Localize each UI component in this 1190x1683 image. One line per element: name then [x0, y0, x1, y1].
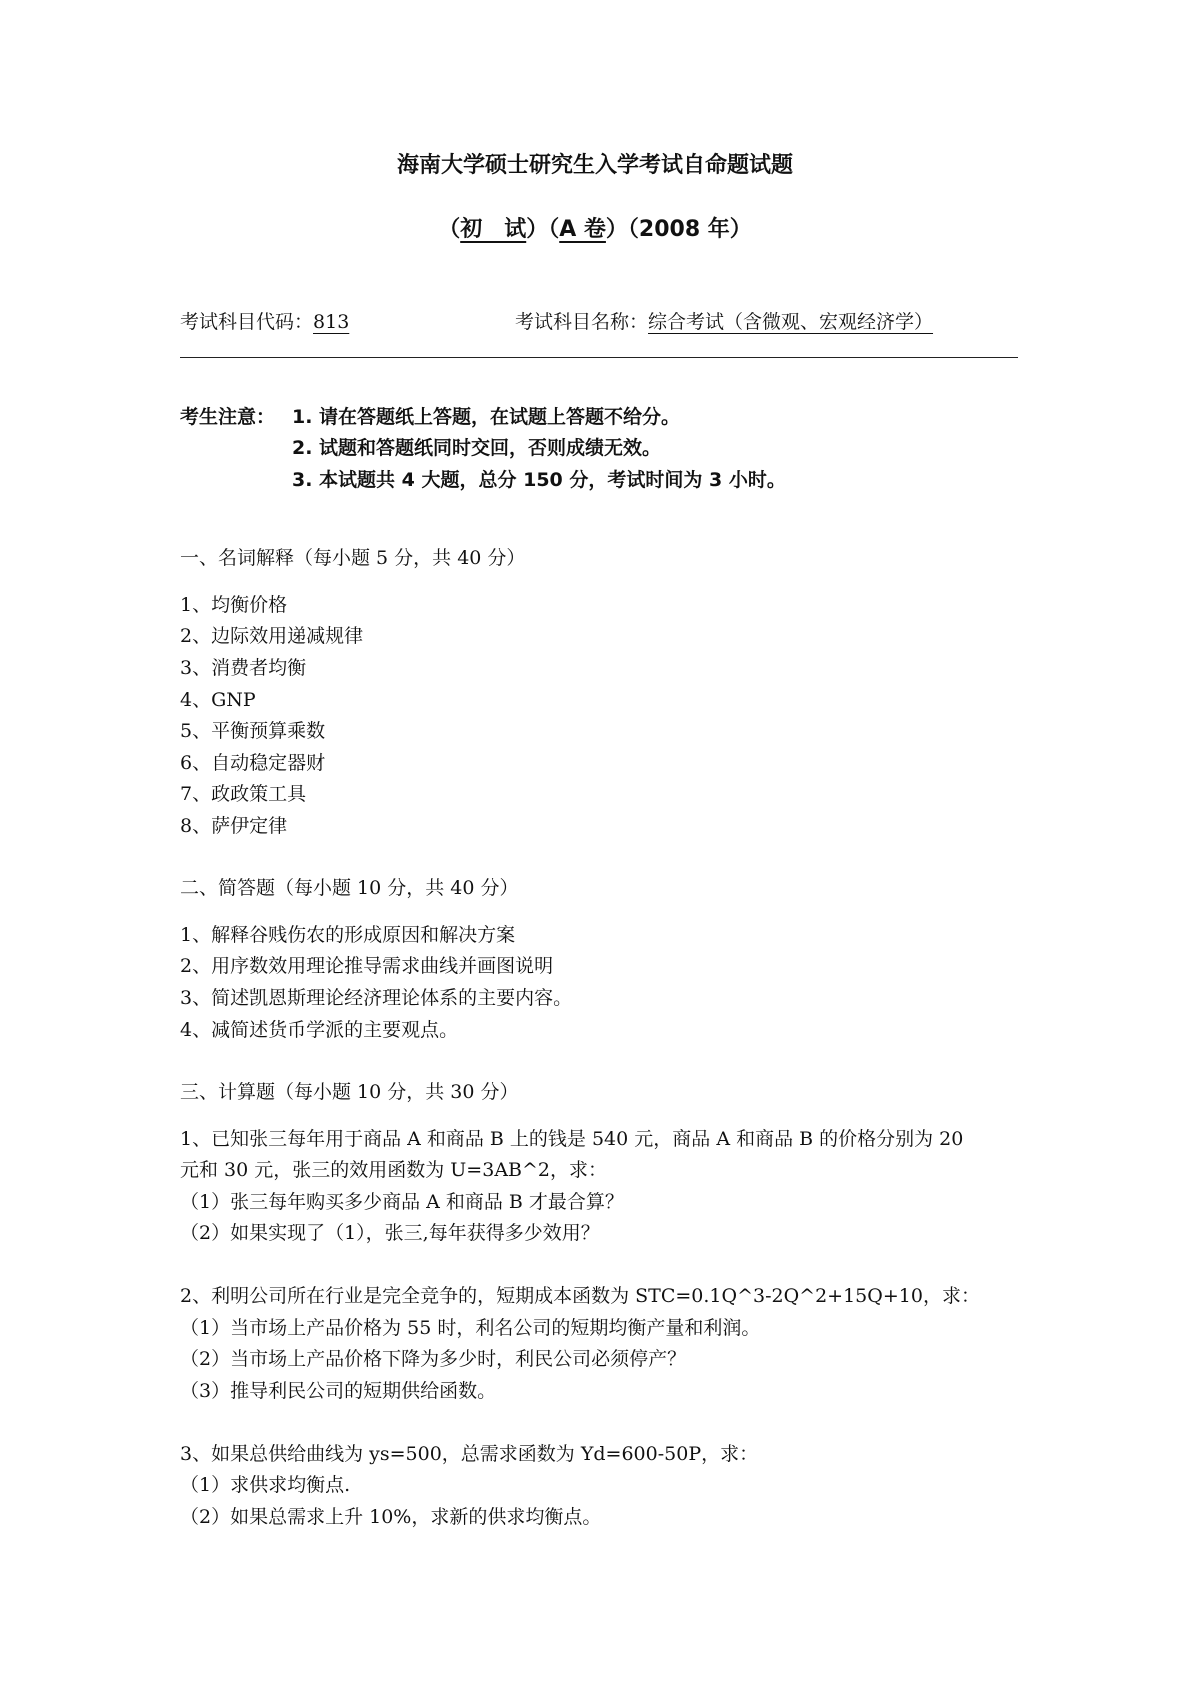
subject-name [515, 307, 933, 334]
section1-item: 3、消费者均衡 [180, 657, 307, 679]
section2-item: 3、简述凯恩斯理论经济理论体系的主要内容。 [180, 987, 573, 1009]
section1-item: 7、政政策工具 [180, 783, 307, 805]
subject-name-value: 综合考试（含微观、宏观经济学） [648, 311, 934, 333]
q3-line: （2）如果总需求上升 10%，求新的供求均衡点。 [180, 1506, 602, 1528]
q3-line: （1）求供求均衡点. [180, 1474, 351, 1496]
section1-item: 2、边际效用递减规律 [180, 625, 364, 647]
section1-item: 1、均衡价格 [180, 594, 288, 616]
q2-line: （2）当市场上产品价格下降为多少时，利民公司必须停产？ [180, 1348, 687, 1370]
notice-item-3: 3. 本试题共 4 大题，总分 150 分，考试时间为 3 小时。 [292, 469, 786, 491]
q2-line: （3）推导利民公司的短期供给函数。 [180, 1380, 497, 1402]
subject-code [180, 307, 349, 334]
section1-item: 8、萨伊定律 [180, 815, 288, 837]
q1-line: 元和 30 元，张三的效用函数为 U=3AB^2，求： [180, 1159, 608, 1181]
q1-line: （2）如果实现了（1），张三,每年获得多少效用？ [180, 1222, 600, 1244]
section1-item: 5、平衡预算乘数 [180, 720, 326, 742]
section2-heading: 二、简答题（每小题 10 分，共 40 分） [180, 877, 519, 899]
section1-item: 6、自动稳定器财 [180, 752, 326, 774]
subject-code-value: 813 [313, 311, 350, 333]
notice-item-1: 1. 请在答题纸上答题，在试题上答题不给分。 [292, 406, 681, 428]
notice-item-2: 2. 试题和答题纸同时交回，否则成绩无效。 [292, 437, 662, 459]
section3-heading: 三、计算题（每小题 10 分，共 30 分） [180, 1081, 519, 1103]
q3-line: 3、如果总供给曲线为 ys=500，总需求函数为 Yd=600-50P，求： [180, 1443, 759, 1465]
exam-subtitle [0, 212, 1190, 243]
q1-line: 1、已知张三每年用于商品 A 和商品 B 上的钱是 540 元，商品 A 和商品 B 的价格分别为 20 [180, 1128, 964, 1150]
q2-line: （1）当市场上产品价格为 55 时，利名公司的短期均衡产量和利润。 [180, 1317, 761, 1339]
q2-line: 2、利明公司所在行业是完全竞争的，短期成本函数为 STC=0.1Q^3-2Q^2+15Q+10，求： [180, 1285, 980, 1307]
section1-item: 4、GNP [180, 689, 256, 711]
subtitle-open: （ [438, 217, 461, 242]
section1-heading: 一、名词解释（每小题 5 分，共 40 分） [180, 547, 526, 569]
subtitle-year: ）（2008 年） [605, 217, 752, 242]
subject-name-label: 考试科目名称： [515, 311, 649, 333]
section2-item: 2、用序数效用理论推导需求曲线并画图说明 [180, 955, 554, 977]
exam-title: 海南大学硕士研究生入学考试自命题试题 [396, 153, 793, 178]
q1-line: （1）张三每年购买多少商品 A 和商品 B 才最合算？ [180, 1191, 624, 1213]
subject-code-label: 考试科目代码： [180, 311, 314, 333]
header-divider [180, 357, 1018, 358]
paper-version: A 卷 [559, 217, 606, 242]
exam-stage: 初 试 [460, 217, 527, 242]
section2-item: 4、减简述货币学派的主要观点。 [180, 1019, 459, 1041]
notice-label: 考生注意： [180, 406, 276, 428]
subtitle-mid: ）（ [526, 217, 560, 242]
section2-item: 1、解释谷贱伤农的形成原因和解决方案 [180, 924, 516, 946]
